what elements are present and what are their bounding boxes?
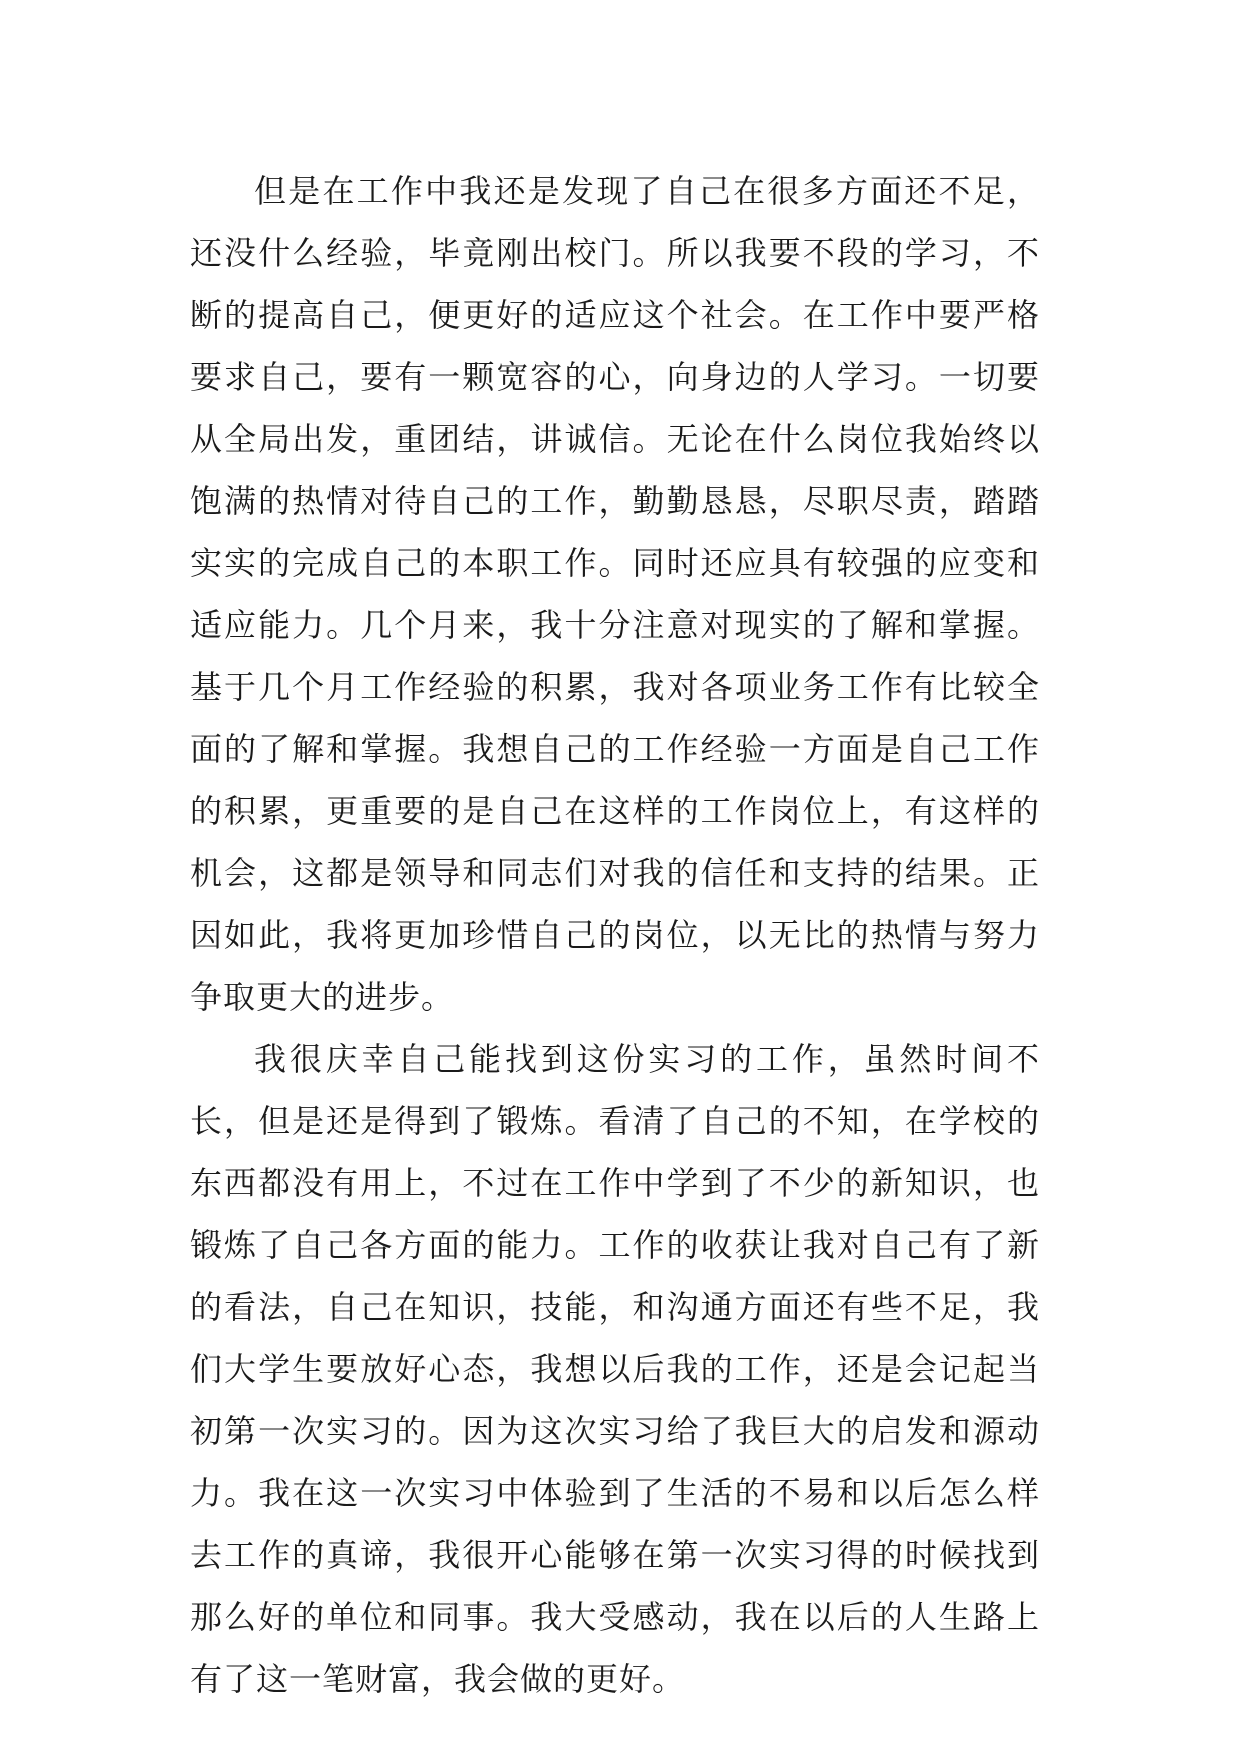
paragraph-1: 但是在工作中我还是发现了自己在很多方面还不足，还没什么经验，毕竟刚出校门。所以我要不段的学习，不断的提高自己，便更好的适应这个社会。在工作中要严格要求自己，要有一颗宽容的心，向身边的人学习。一切要从全局出发，重团结，讲诚信。无论在什么岗位我始终以饱满的热情对待自己的工作，勤勤恳恳，尽职尽责，踏踏实实的完成自己的本职工作。同时还应具有较强的应变和适应能力。几个月来，我十分注意对现实的了解和掌握。基于几个月工作经验的积累，我对各项业务工作有比较全面的了解和掌握。我想自己的工作经验一方面是自己工作的积累，更重要的是自己在这样的工作岗位上，有这样的机会，这都是领导和同志们对我的信任和支持的结果。正因如此，我将更加珍惜自己的岗位，以无比的热情与努力争取更大的进步。 — [190, 172, 1040, 1016]
paragraph-2: 我很庆幸自己能找到这份实习的工作，虽然时间不长，但是还是得到了锻炼。看清了自己的不知，在学校的东西都没有用上，不过在工作中学到了不少的新知识，也锻炼了自己各方面的能力。工作的收获让我对自己有了新的看法，自己在知识，技能，和沟通方面还有些不足，我们大学生要放好心态，我想以后我的工作，还是会记起当初第一次实习的。因为这次实习给了我巨大的启发和源动力。我在这一次实习中体验到了生活的不易和以后怎么样去工作的真谛，我很开心能够在第一次实习得的时候找到那么好的单位和同事。我大受感动，我在以后的人生路上有了这一笔财富，我会做的更好。 — [190, 1040, 1040, 1698]
document-body — [190, 160, 1040, 1710]
